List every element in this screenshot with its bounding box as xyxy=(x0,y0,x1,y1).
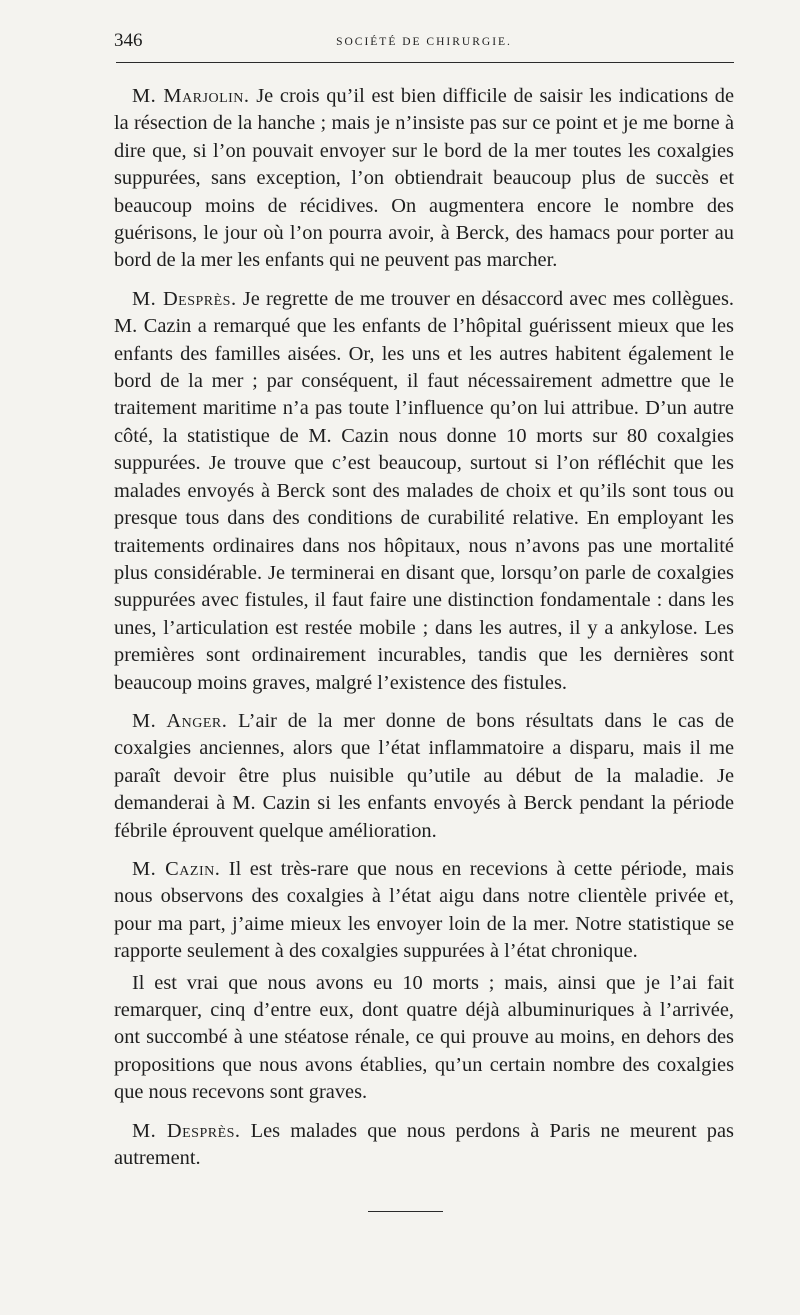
speaker-name: M. Cazin. xyxy=(132,857,221,880)
paragraph-text: Je crois qu’il est bien difficile de saisir les indications de la résection de la hanche ; mais je n’insiste pas sur ce point et je me borne à dire que, si l’on pouvait envoyer sur le bord de la mer toutes les coxalgies suppurées, sans exception, l’on obtiendrait beaucoup plus de succès et beaucoup moins de récidives. On augmentera encore le nombre des guérisons, le jour où l’on pourra avoir, à Berck, des hamacs pour porter au bord de la mer les enfants qui ne peuvent pas marcher. xyxy=(114,85,734,272)
paragraph-text: L’air de la mer donne de bons résultats dans le cas de coxalgies anciennes, alors que l’état inflammatoire a disparu, mais il me paraît devoir être plus nuisible qu’utile au début de la maladie. Je demanderai à M. Cazin si les enfants envoyés à Berck pendant la période fébrile éprouvent quelque amélioration. xyxy=(114,709,734,842)
paragraph-text: Il est très-rare que nous en recevions à cette période, mais nous observons des coxalgies à l’état aigu dans notre clientèle privée et, pour ma part, j’aime mieux les envoyer loin de la mer. Notre statistique se rapporte seulement à des coxalgies suppurées à l’état chronique. xyxy=(114,857,734,963)
running-title: SOCIÉTÉ DE CHIRURGIE. xyxy=(336,36,512,48)
speaker-name: M. Desprès. xyxy=(132,287,237,310)
header-rule xyxy=(116,62,734,63)
page-header xyxy=(114,30,734,60)
paragraph-despres xyxy=(114,286,734,697)
paragraph-cazin-continued xyxy=(114,970,734,1107)
end-rule xyxy=(368,1211,443,1212)
paragraph-text: Il est vrai que nous avons eu 10 morts ; mais, ainsi que je l’ai fait remarquer, cinq d’entre eux, dont quatre déjà albuminuriques à l’arrivée, ont succombé à une stéatose rénale, ce qui prouve au moins, en dehors des propositions que nous avons établies, qu’un certain nombre des coxalgies que nous recevons sont graves. xyxy=(114,971,734,1104)
paragraph-cazin xyxy=(114,856,734,966)
paragraph-anger xyxy=(114,708,734,845)
speaker-name: M. Marjolin. xyxy=(132,85,250,107)
paragraph-text: Je regrette de me trouver en désaccord avec mes collègues. M. Cazin a remarqué que les enfants de l’hôpital guérissent mieux que les enfants des familles aisées. Or, les uns et les autres habitent également le bord de la mer ; par conséquent, il faut nécessairement admettre que le traitement maritime n’a pas toute l’influence qu’on lui attribue. D’un autre côté, la statistique de M. Cazin nous donne 10 morts sur 80 coxalgies suppurées. Je trouve que c’est beaucoup, surtout si l’on réfléchit que les malades envoyés à Berck sont des malades de choix et qu’ils sont tous ou presque tous dans des conditions de curabilité relative. En employant les traitements ordinaires dans nos hôpitaux, nous n’avons pas une mortalité plus considérable. Je terminerai en disant que, lorsqu’on parle de coxalgies suppurées avec fistules, il faut faire une distinction fondamentale : dans les unes, l’articulation est restée mobile ; dans les autres, il y a ankylose. Les premières sont ordinairement incurables, tandis que les dernières sont beaucoup moins graves, malgré l’existence des fistules. xyxy=(114,287,734,694)
speaker-name: M. Anger. xyxy=(132,709,228,732)
page-number: 346 xyxy=(114,30,143,51)
speaker-name: M. Desprès. xyxy=(132,1119,241,1142)
body-text xyxy=(114,83,734,1172)
paragraph-despres-reply xyxy=(114,1118,734,1173)
paragraph-marjolin xyxy=(114,83,734,275)
paragraph-text: Les malades que nous perdons à Paris ne meurent pas autrement. xyxy=(114,1119,734,1170)
